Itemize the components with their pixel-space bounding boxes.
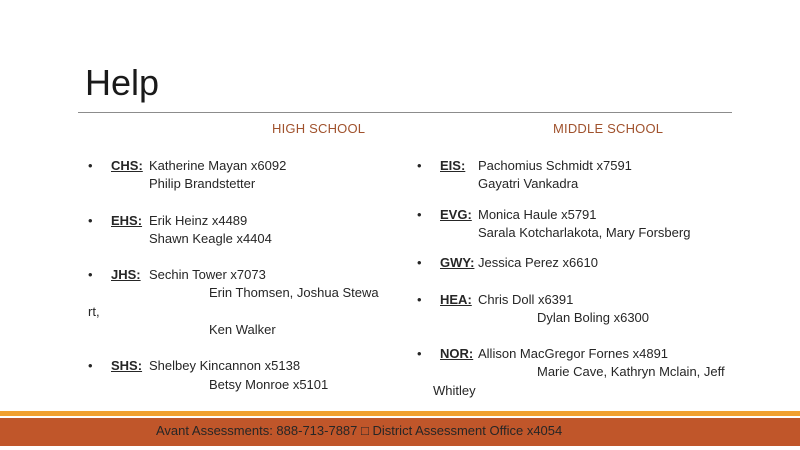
school-code-evg: EVG: [440,207,472,222]
contact-line: Jessica Perez x6610 [478,255,598,270]
contact-line: Erin Thomsen, Joshua Stewa [209,285,379,300]
contact-entry-evg [417,206,757,246]
bullet: • [417,255,422,270]
contact-entry-chs [88,157,388,197]
bullet: • [417,158,422,173]
contact-entry-gwy [417,254,757,274]
contact-entry-ehs [88,212,388,252]
contact-line: Marie Cave, Kathryn Mclain, Jeff [537,364,725,379]
contact-line: Sechin Tower x7073 [149,267,266,282]
high-school-header: HIGH SCHOOL [272,121,366,136]
footer-contact-text: Avant Assessments: 888-713-7887 □ District Assessment Office x4054 [156,423,563,438]
bullet: • [417,292,422,307]
bullet: • [88,358,93,373]
contact-line: Sarala Kotcharlakota, Mary Forsberg [478,225,691,240]
contact-line: Pachomius Schmidt x7591 [478,158,632,173]
contact-line: Erik Heinz x4489 [149,213,248,228]
bullet: • [88,267,93,282]
title-divider [78,112,732,113]
contact-line: Dylan Boling x6300 [537,310,650,325]
contact-line: Shawn Keagle x4404 [149,231,272,246]
school-code-chs: CHS: [111,158,143,173]
school-code-gwy: GWY: [440,255,475,270]
bullet: • [88,213,93,228]
bullet: • [88,158,93,173]
school-code-shs: SHS: [111,358,143,373]
contact-line: Philip Brandstetter [149,176,256,191]
bullet: • [417,346,422,361]
bullet: • [417,207,422,222]
school-code-eis: EIS: [440,158,466,173]
contact-line: Allison MacGregor Fornes x4891 [478,346,669,361]
contact-line: Ken Walker [209,322,276,337]
contact-entry-nor [417,345,777,403]
contact-line: Katherine Mayan x6092 [149,158,287,173]
contact-entry-eis [417,157,757,197]
contact-line: Whitley [433,383,476,398]
school-code-nor: NOR: [440,346,474,361]
contact-entry-hea [417,291,757,331]
school-code-ehs: EHS: [111,213,143,228]
school-code-jhs: JHS: [111,267,141,282]
contact-line: Gayatri Vankadra [478,176,579,191]
contact-line: Betsy Monroe x5101 [209,377,329,392]
school-code-hea: HEA: [440,292,472,307]
contact-line: Monica Haule x5791 [478,207,597,222]
footer-accent-stripe [0,411,800,416]
contact-line: Chris Doll x6391 [478,292,574,307]
contact-entry-jhs [88,266,398,342]
middle-school-header: MIDDLE SCHOOL [553,121,664,136]
contact-line: rt, [88,304,100,319]
contact-entry-shs [88,357,388,397]
page-title: Help [85,62,160,103]
contact-line: Shelbey Kincannon x5138 [149,358,301,373]
